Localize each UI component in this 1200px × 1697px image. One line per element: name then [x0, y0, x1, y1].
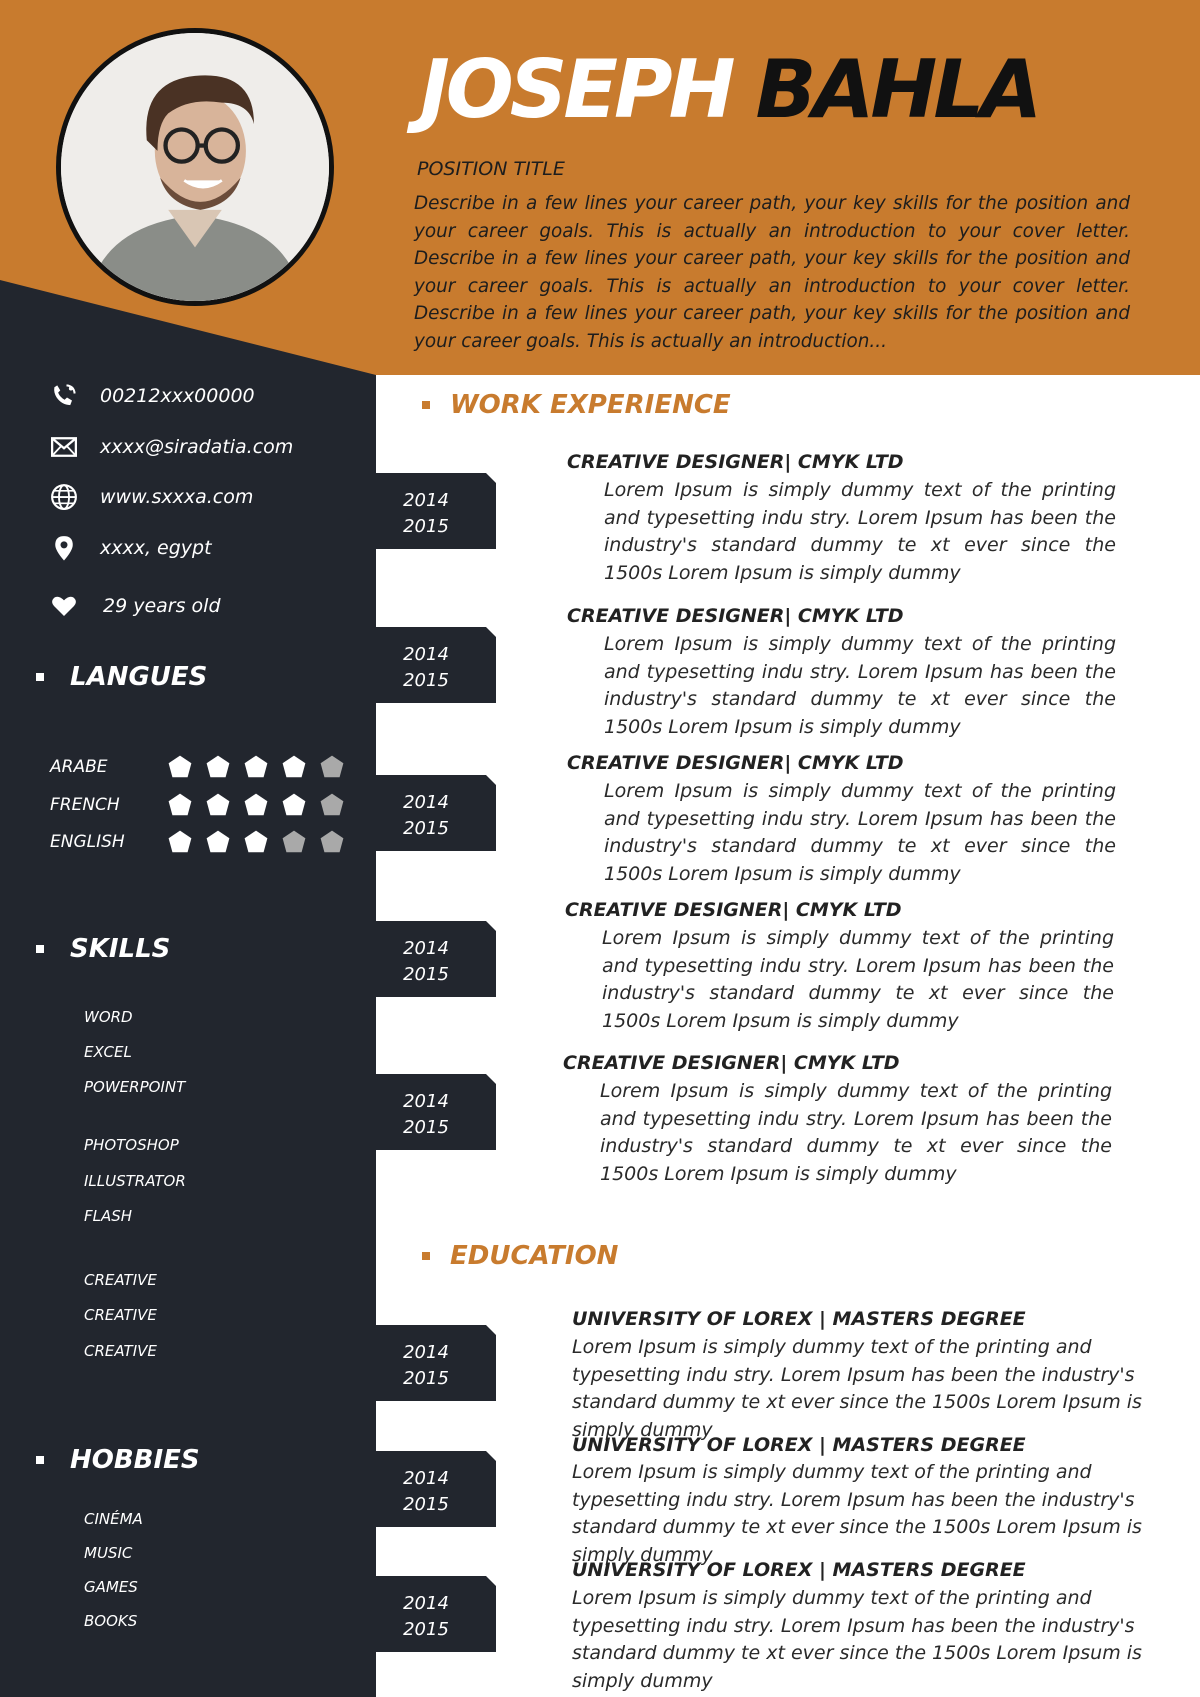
education-heading: EDUCATION [422, 1241, 618, 1271]
language-row [50, 752, 350, 782]
level-dot-empty [281, 829, 307, 855]
skill-item: EXCEL [84, 1043, 132, 1061]
language-name: ENGLISH [50, 832, 125, 852]
email-text: xxxx@siradatia.com [100, 436, 294, 458]
job-title: CREATIVE DESIGNER| CMYK LTD [563, 1052, 900, 1074]
level-dot-filled [167, 792, 193, 818]
level-dot-filled [205, 829, 231, 855]
job-description: Lorem Ipsum is simply dummy text of the printing and typesetting indu stry. Lorem Ipsum has been the industry's standard dummy te xt ever since the 1500s Lorem Ipsum is simply dummy [600, 1080, 1112, 1185]
language-name: ARABE [50, 757, 108, 777]
skill-item: PHOTOSHOP [84, 1136, 179, 1154]
job-title: CREATIVE DESIGNER| CMYK LTD [567, 605, 904, 627]
contact-website [46, 477, 253, 517]
timeline-tab [376, 473, 496, 549]
hobby-item: MUSIC [84, 1544, 133, 1562]
education-title: UNIVERSITY OF LOREX | MASTERS DEGREE [572, 1434, 1026, 1456]
skill-item: ILLUSTRATOR [84, 1172, 186, 1190]
year-range: 2014 2015 [403, 490, 449, 537]
hobby-item: CINÉMA [84, 1510, 143, 1528]
level-dot-filled [243, 829, 269, 855]
position-title: POSITION TITLE [417, 158, 565, 180]
hobby-item: BOOKS [84, 1612, 138, 1630]
website-text: www.sxxxa.com [100, 486, 254, 508]
language-row [50, 827, 350, 857]
hobbies-heading: HOBBIES [36, 1445, 200, 1475]
phone-text: 00212xxx00000 [100, 385, 255, 407]
location-pin-icon [46, 530, 82, 566]
level-dot-filled [243, 754, 269, 780]
age-text: 29 years old [103, 595, 221, 617]
level-dot-filled [243, 792, 269, 818]
level-dot-empty [319, 829, 345, 855]
level-dot-filled [167, 829, 193, 855]
bullet-square [36, 1456, 44, 1464]
language-name: FRENCH [50, 795, 120, 815]
skill-item: CREATIVE [84, 1271, 157, 1289]
hobby-item: GAMES [84, 1578, 138, 1596]
contact-email [46, 427, 293, 467]
bullet-square [422, 1252, 430, 1260]
year-range: 2014 2015 [403, 1468, 449, 1515]
skill-item: CREATIVE [84, 1342, 157, 1360]
timeline-tab [376, 775, 496, 851]
level-dot-filled [281, 754, 307, 780]
job-description: Lorem Ipsum is simply dummy text of the printing and typesetting indu stry. Lorem Ipsum has been the industry's standard dummy te xt ever since the 1500s Lorem Ipsum is simply dummy [602, 927, 1114, 1032]
full-name [420, 40, 1038, 140]
contact-phone [46, 376, 255, 416]
year-range: 2014 2015 [403, 1091, 449, 1138]
last-name: BAHLA [755, 43, 1039, 136]
level-dot-empty [319, 754, 345, 780]
education-title: UNIVERSITY OF LOREX | MASTERS DEGREE [572, 1308, 1026, 1330]
intro-text: Describe in a few lines your career path, your key skills for the position and your career goals. This is actually an introduction to your cover letter. Describe in a few lines your career path, your key skills for the position and your career goals. This is actually an introduction to your cover letter. Describe in a few lines your career path, your key skills for the position and your career goals. This is actually an introduction... [414, 193, 1130, 352]
phone-icon [46, 378, 82, 414]
timeline-tab [376, 1325, 496, 1401]
language-level-dots [167, 829, 345, 855]
timeline-tab [376, 627, 496, 703]
skill-item: FLASH [84, 1207, 133, 1225]
skill-item: CREATIVE [84, 1306, 157, 1324]
skill-item: POWERPOINT [84, 1078, 186, 1096]
job-description: Lorem Ipsum is simply dummy text of the printing and typesetting indu stry. Lorem Ipsum has been the industry's standard dummy te xt ever since the 1500s Lorem Ipsum is simply dummy [604, 479, 1116, 584]
work-experience-heading: WORK EXPERIENCE [422, 390, 731, 420]
timeline-tab [376, 921, 496, 997]
timeline-tab [376, 1576, 496, 1652]
level-dot-filled [167, 754, 193, 780]
contact-age [46, 586, 221, 626]
timeline-tab [376, 1074, 496, 1150]
timeline-tab [376, 1451, 496, 1527]
bullet-square [36, 673, 44, 681]
languages-heading: LANGUES [36, 662, 207, 692]
language-row [50, 790, 350, 820]
globe-icon [46, 479, 82, 515]
year-range: 2014 2015 [403, 644, 449, 691]
first-name: JOSEPH [420, 43, 732, 136]
level-dot-filled [205, 792, 231, 818]
language-level-dots [167, 754, 345, 780]
job-title: CREATIVE DESIGNER| CMYK LTD [567, 451, 904, 473]
language-level-dots [167, 792, 345, 818]
job-description: Lorem Ipsum is simply dummy text of the printing and typesetting indu stry. Lorem Ipsum has been the industry's standard dummy te xt ever since the 1500s Lorem Ipsum is simply dummy [604, 633, 1116, 738]
level-dot-filled [281, 792, 307, 818]
year-range: 2014 2015 [403, 938, 449, 985]
level-dot-filled [205, 754, 231, 780]
job-title: CREATIVE DESIGNER| CMYK LTD [565, 899, 902, 921]
bullet-square [422, 401, 430, 409]
contact-location [46, 528, 212, 568]
year-range: 2014 2015 [403, 792, 449, 839]
year-range: 2014 2015 [403, 1593, 449, 1640]
heart-icon [46, 588, 82, 624]
education-description: Lorem Ipsum is simply dummy text of the printing and typesetting indu stry. Lorem Ipsum has been the industry's standard dummy te xt ever since the 1500s Lorem Ipsum is simply dummy [572, 1461, 1142, 1566]
bullet-square [36, 945, 44, 953]
job-description: Lorem Ipsum is simply dummy text of the printing and typesetting indu stry. Lorem Ipsum has been the industry's standard dummy te xt ever since the 1500s Lorem Ipsum is simply dummy [604, 780, 1116, 885]
job-title: CREATIVE DESIGNER| CMYK LTD [567, 752, 904, 774]
education-title: UNIVERSITY OF LOREX | MASTERS DEGREE [572, 1559, 1026, 1581]
year-range: 2014 2015 [403, 1342, 449, 1389]
skills-heading: SKILLS [36, 934, 170, 964]
mail-icon [46, 429, 82, 465]
skill-item: WORD [84, 1008, 133, 1026]
location-text: xxxx, egypt [100, 537, 212, 559]
person-avatar-icon [61, 33, 329, 301]
profile-photo [56, 28, 334, 306]
level-dot-empty [319, 792, 345, 818]
education-description: Lorem Ipsum is simply dummy text of the printing and typesetting indu stry. Lorem Ipsum has been the industry's standard dummy te xt ever since the 1500s Lorem Ipsum is simply dummy [572, 1587, 1142, 1692]
education-description: Lorem Ipsum is simply dummy text of the printing and typesetting indu stry. Lorem Ipsum has been the industry's standard dummy te xt ever since the 1500s Lorem Ipsum is simply dummy [572, 1336, 1142, 1441]
